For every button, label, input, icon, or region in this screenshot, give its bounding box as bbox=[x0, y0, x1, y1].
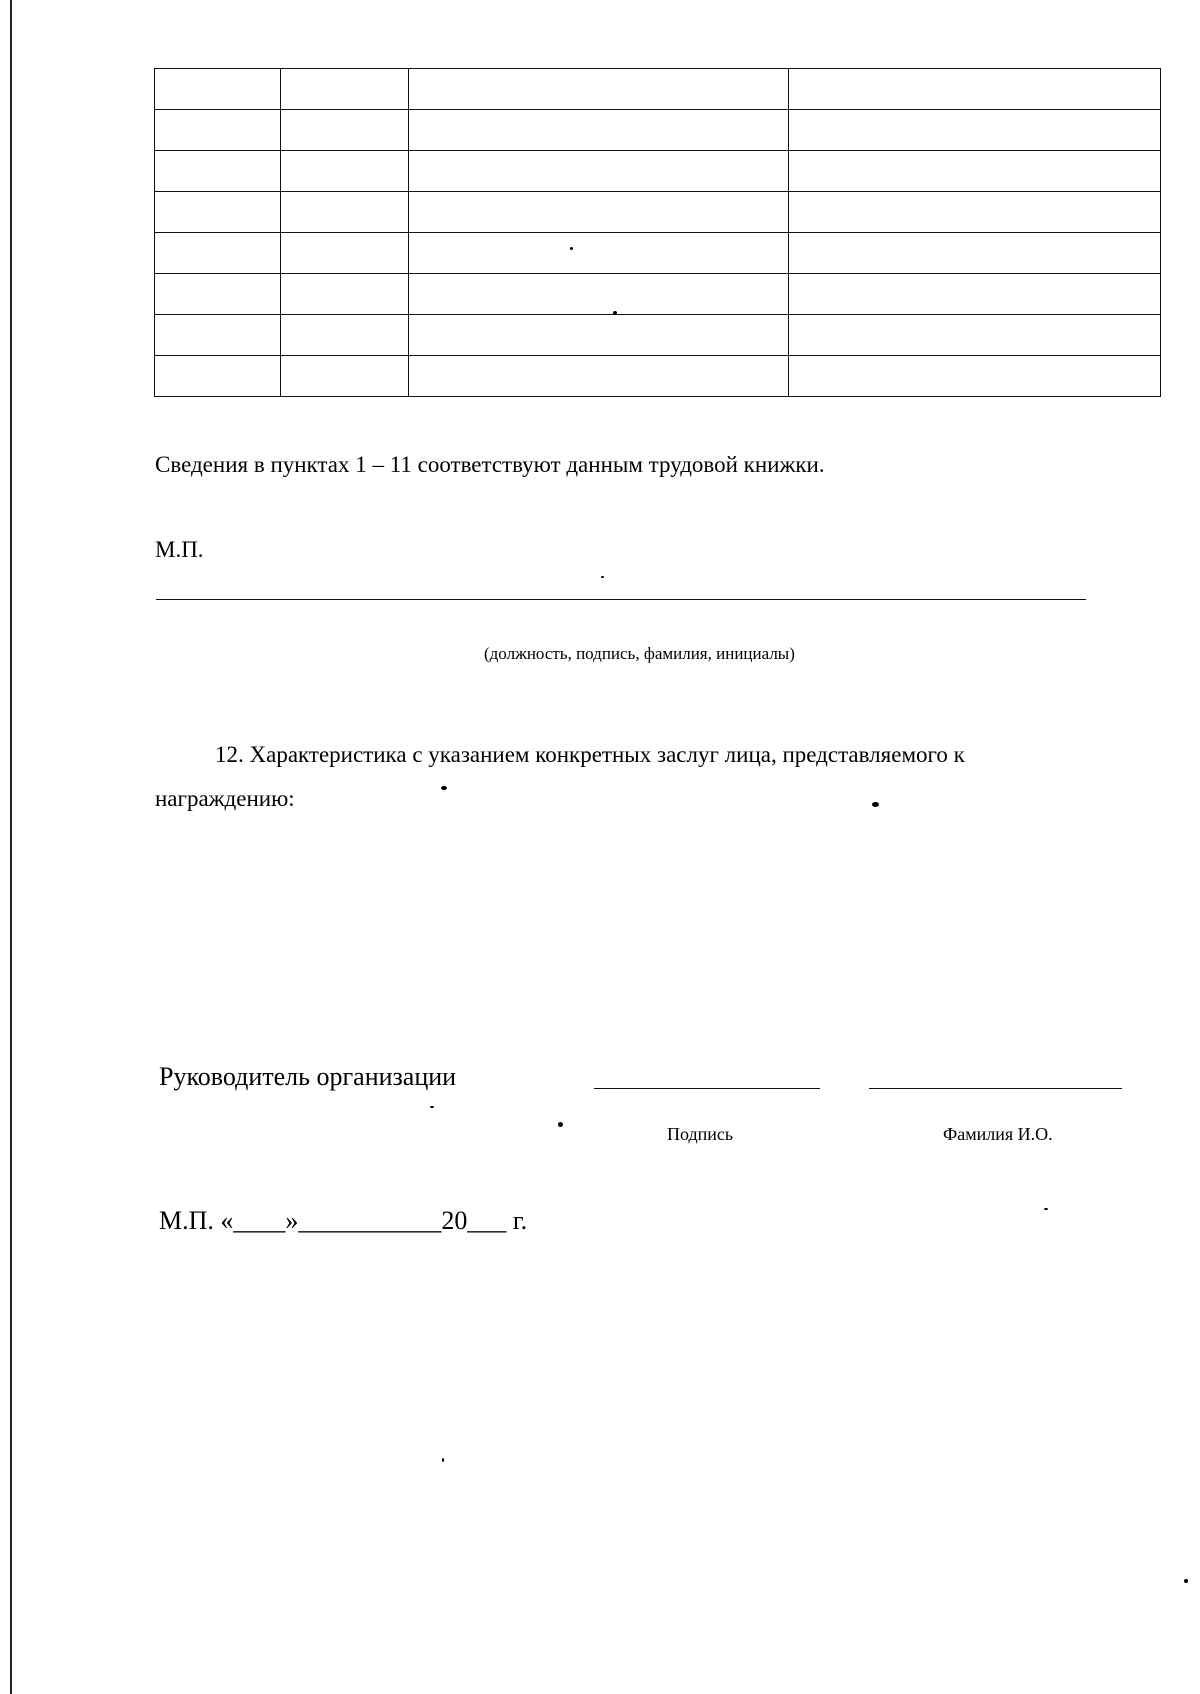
table-cell bbox=[155, 151, 281, 192]
scan-speck bbox=[441, 786, 447, 790]
table-cell bbox=[409, 69, 789, 110]
table-cell bbox=[409, 233, 789, 274]
table-cell bbox=[789, 151, 1161, 192]
seal-mark: М.П. bbox=[155, 537, 204, 562]
table-cell bbox=[409, 315, 789, 356]
table-row bbox=[155, 274, 1161, 315]
table-cell bbox=[281, 233, 409, 274]
table-cell bbox=[155, 110, 281, 151]
scan-speck bbox=[570, 247, 573, 250]
table-cell bbox=[281, 356, 409, 397]
seal-and-date-line: М.П. «____»___________20___ г. bbox=[159, 1206, 528, 1235]
signature-caption: (должность, подпись, фамилия, инициалы) bbox=[484, 644, 795, 663]
head-name-line bbox=[869, 1088, 1122, 1089]
table-row bbox=[155, 151, 1161, 192]
table-cell bbox=[155, 192, 281, 233]
table-row bbox=[155, 110, 1161, 151]
full-name-label: Фамилия И.О. bbox=[943, 1124, 1053, 1144]
table-cell bbox=[281, 274, 409, 315]
scan-speck bbox=[442, 1458, 444, 1462]
table-cell bbox=[155, 233, 281, 274]
table-cell bbox=[409, 110, 789, 151]
table-cell bbox=[789, 69, 1161, 110]
table-cell bbox=[281, 69, 409, 110]
characteristic-heading-line-2: награждению: bbox=[155, 786, 295, 811]
table-row bbox=[155, 192, 1161, 233]
scan-speck bbox=[601, 576, 604, 578]
table-cell bbox=[155, 356, 281, 397]
table-cell bbox=[155, 274, 281, 315]
table-cell bbox=[281, 151, 409, 192]
table-cell bbox=[281, 192, 409, 233]
table-cell bbox=[789, 274, 1161, 315]
table-row bbox=[155, 356, 1161, 397]
table-row bbox=[155, 69, 1161, 110]
table-cell bbox=[789, 315, 1161, 356]
table-cell bbox=[409, 151, 789, 192]
head-of-organization-label: Руководитель организации bbox=[159, 1062, 457, 1091]
scan-speck bbox=[1044, 1208, 1048, 1210]
scan-speck bbox=[613, 311, 617, 315]
table-cell bbox=[155, 315, 281, 356]
table-cell bbox=[155, 69, 281, 110]
scan-speck bbox=[558, 1122, 563, 1127]
records-table bbox=[154, 68, 1161, 397]
scan-speck bbox=[872, 802, 879, 807]
table-row bbox=[155, 315, 1161, 356]
table-cell bbox=[281, 110, 409, 151]
characteristic-heading-line-1: 12. Характеристика с указанием конкретных заслуг лица, представляемого к bbox=[215, 742, 965, 767]
page-edge bbox=[10, 0, 12, 1694]
scan-speck bbox=[430, 1106, 434, 1108]
table-cell bbox=[789, 110, 1161, 151]
head-signature-line bbox=[594, 1088, 820, 1089]
scan-speck bbox=[1184, 1579, 1188, 1583]
signature-line bbox=[156, 599, 1086, 600]
signature-label: Подпись bbox=[667, 1124, 734, 1144]
table-cell bbox=[789, 192, 1161, 233]
table-cell bbox=[789, 356, 1161, 397]
table-row bbox=[155, 233, 1161, 274]
table-cell bbox=[281, 315, 409, 356]
table-cell bbox=[789, 233, 1161, 274]
table-cell bbox=[409, 192, 789, 233]
records-statement: Сведения в пунктах 1 – 11 соответствуют данным трудовой книжки. bbox=[155, 452, 825, 477]
table-cell bbox=[409, 356, 789, 397]
table-cell bbox=[409, 274, 789, 315]
